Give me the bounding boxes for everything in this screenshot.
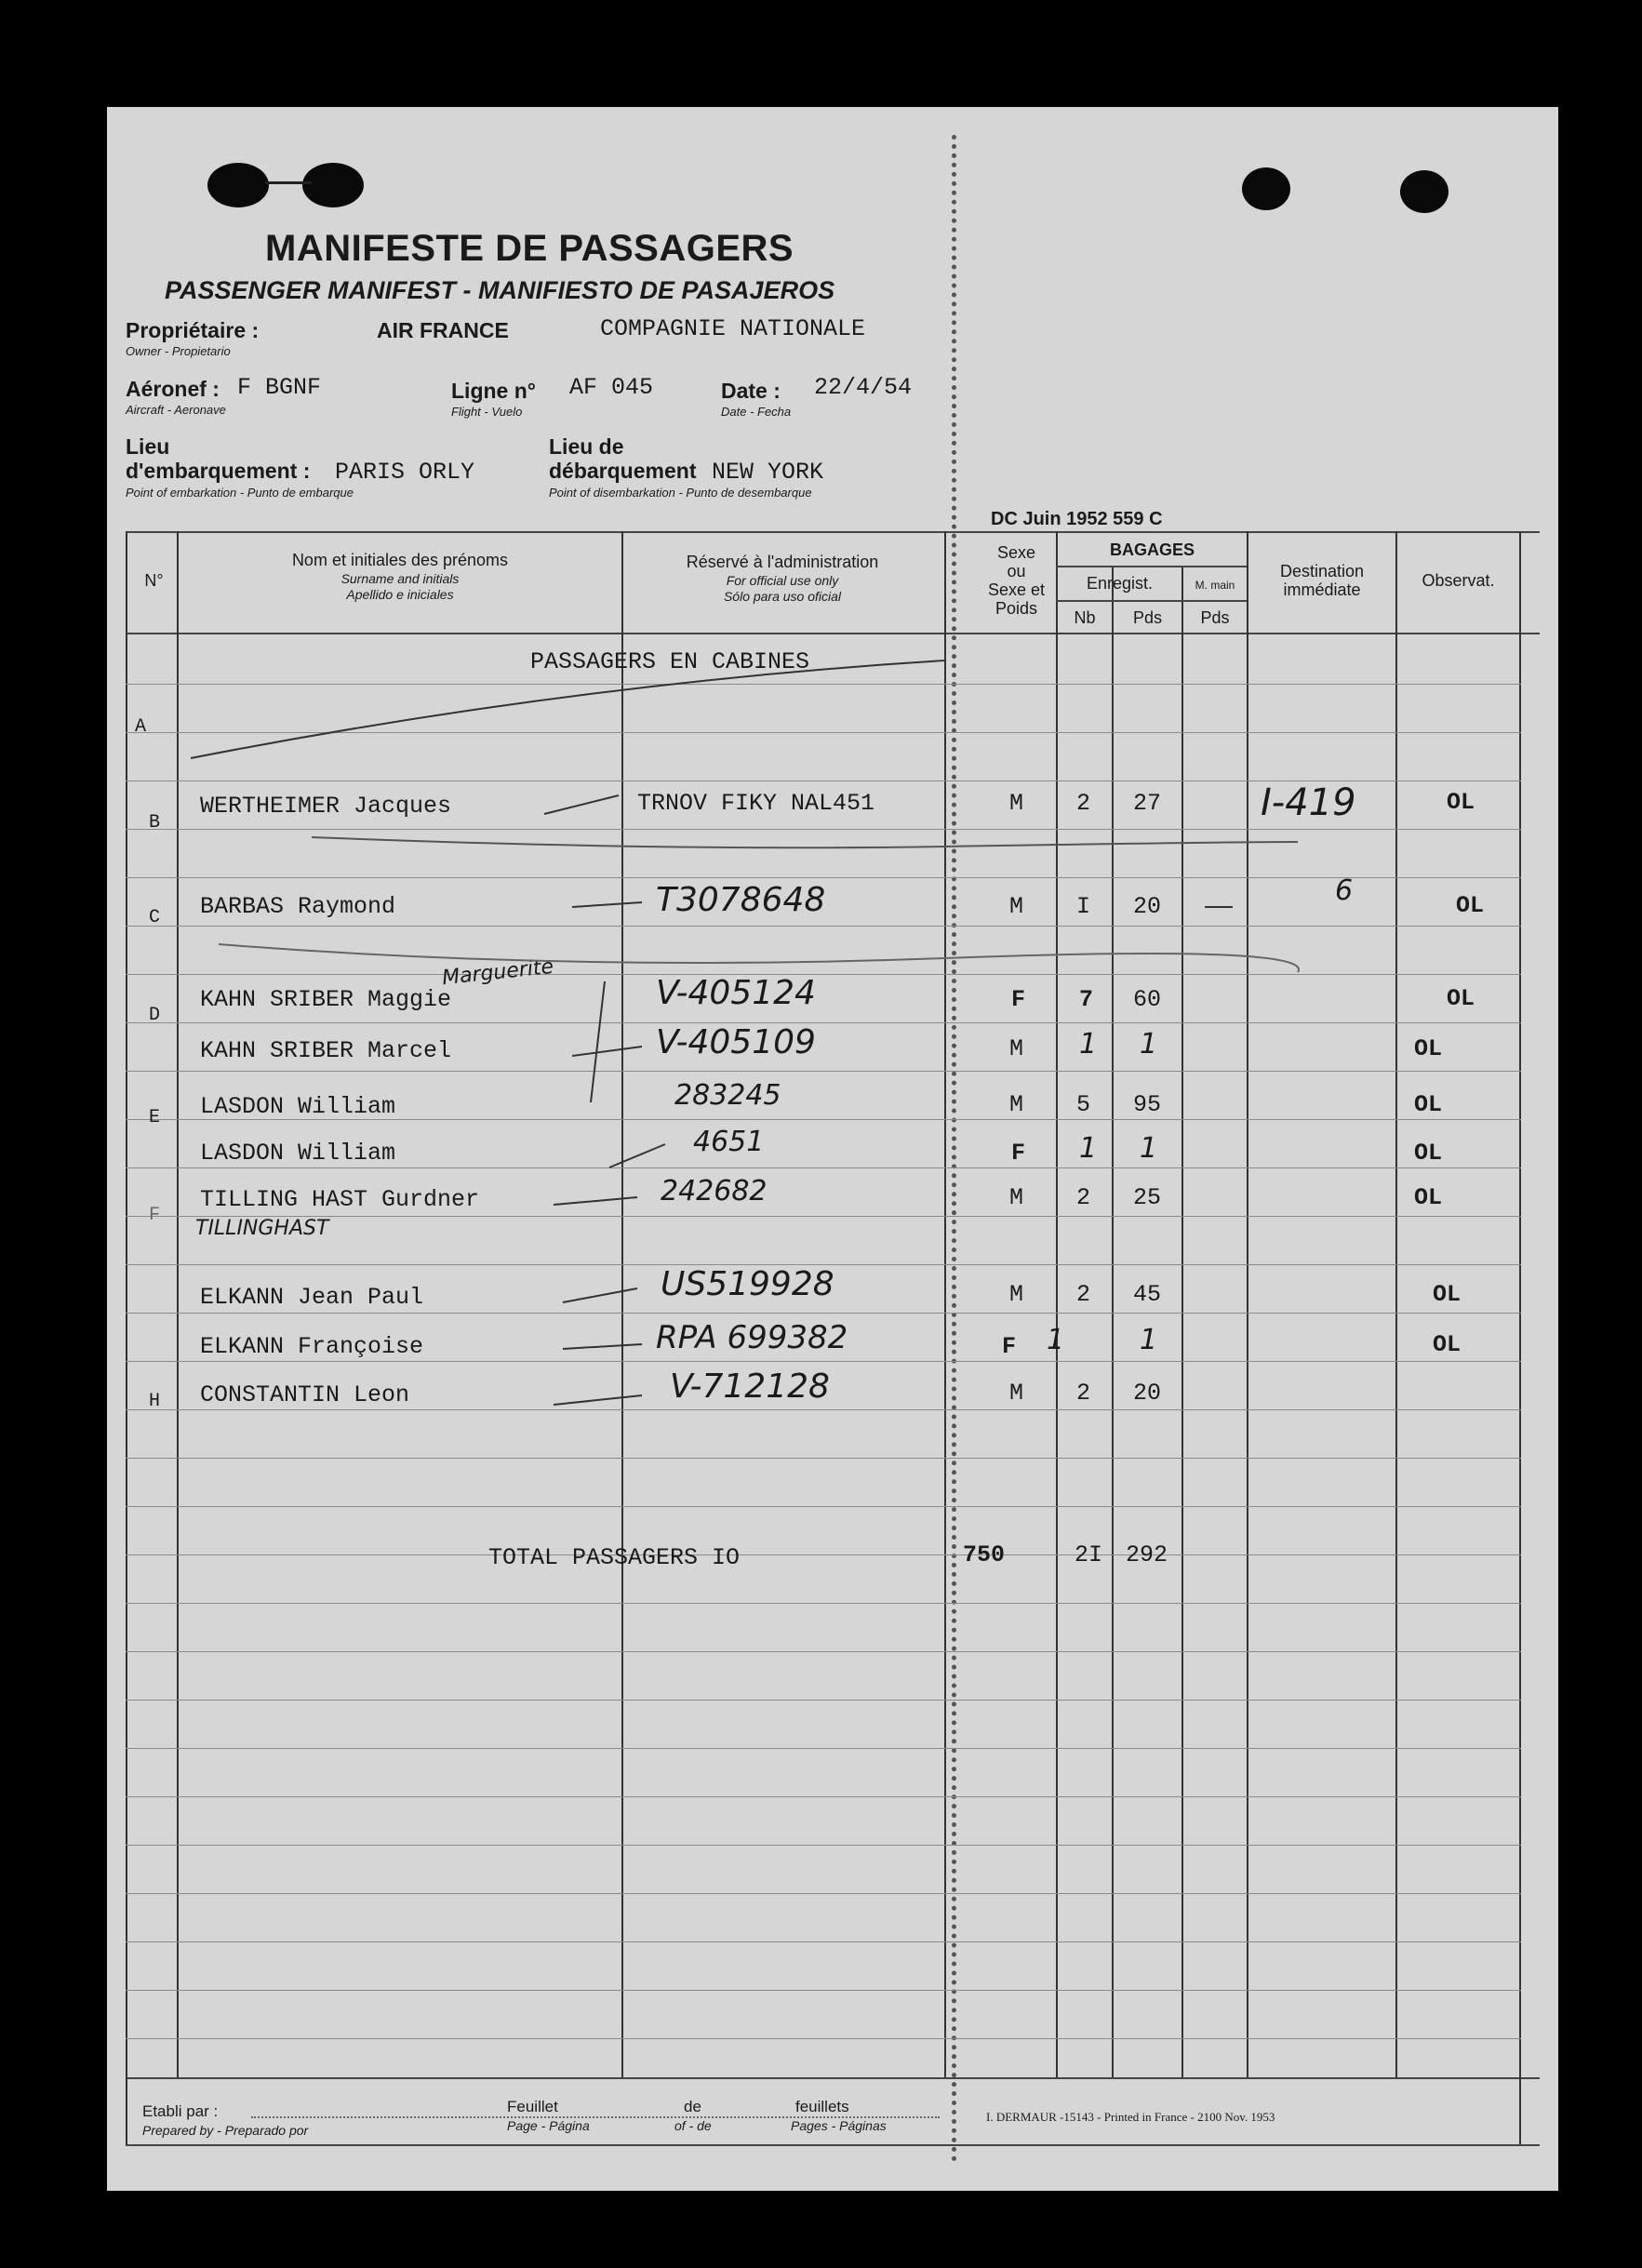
passenger-name: KAHN SRIBER Marcel <box>200 1037 452 1064</box>
header-pds-main: Pds <box>1200 608 1230 627</box>
passport-number: V-405124 <box>656 974 816 1012</box>
passenger-name: TILLING HAST Gurdner <box>200 1186 480 1213</box>
passport-number: 4651 <box>693 1126 765 1158</box>
section-title: PASSAGERS EN CABINES <box>530 648 810 675</box>
observation: OL <box>1447 985 1475 1012</box>
passport-number: V-712128 <box>670 1367 830 1406</box>
passenger-name: WERTHEIMER Jacques <box>200 793 452 820</box>
annotation-tillinghast: TILLINGHAST <box>195 1217 329 1240</box>
observation: OL <box>1447 789 1475 816</box>
observation: OL <box>1414 1091 1443 1118</box>
owner-value: AIR FRANCE <box>377 318 509 342</box>
row-letter: C <box>149 907 161 928</box>
header-sex-4: Poids <box>995 599 1038 618</box>
footer-printer: I. DERMAUR -15143 - Printed in France - 2100 Nov. 1953 <box>986 2110 1275 2124</box>
header-nb: Nb <box>1074 608 1096 627</box>
header-admin: Réservé à l'administration <box>686 553 879 571</box>
passport-number: 242682 <box>661 1175 768 1207</box>
baggage-count: 5 <box>1076 1091 1091 1118</box>
passenger-name: KAHN SRIBER Maggie <box>200 986 452 1013</box>
embark-label-2: d'embarquement : <box>126 459 311 483</box>
baggage-weight: 1 <box>1140 1028 1158 1061</box>
flight-value: AF 045 <box>569 374 654 401</box>
row-letter: A <box>135 716 147 738</box>
baggage-weight: 45 <box>1133 1281 1162 1308</box>
passport-number: RPA 699382 <box>656 1319 848 1356</box>
footer-de: de <box>684 2098 701 2115</box>
passport-number: US519928 <box>661 1265 834 1303</box>
baggage-count: 2 <box>1076 1184 1091 1211</box>
date-label: Date : <box>721 379 781 403</box>
passenger-name: ELKANN Françoise <box>200 1333 424 1360</box>
date-sub: Date - Fecha <box>721 405 792 419</box>
header-name-en: Surname and initials <box>340 571 460 586</box>
header-sex-3: Sexe et <box>987 580 1046 599</box>
passport-number: V-405109 <box>656 1023 816 1061</box>
passport-number: 283245 <box>674 1079 781 1112</box>
total-nb: 2I <box>1075 1541 1103 1568</box>
header-admin-es: Sólo para uso oficial <box>723 589 842 604</box>
passenger-name: CONSTANTIN Leon <box>200 1381 410 1408</box>
baggage-count: 7 <box>1079 986 1094 1013</box>
disembark-value: NEW YORK <box>712 459 824 486</box>
header-bagages: BAGAGES <box>1109 540 1195 559</box>
flight-label: Ligne n° <box>451 379 536 403</box>
form-title: MANIFESTE DE PASSAGERS <box>265 228 794 269</box>
baggage-weight: 20 <box>1133 1380 1162 1407</box>
footer-feuillet: Feuillet <box>507 2098 558 2115</box>
observation: OL <box>1414 1140 1443 1167</box>
footer-dots <box>251 2116 940 2118</box>
row-letter: B <box>149 812 161 834</box>
disembark-label-1: Lieu de <box>549 434 624 459</box>
owner-sub: Owner - Propietario <box>126 344 231 358</box>
passenger-sex: M <box>1009 1380 1024 1407</box>
baggage-count: 2 <box>1076 1380 1091 1407</box>
baggage-count: I <box>1076 893 1091 920</box>
destination: I-419 <box>1261 781 1356 824</box>
row-letter: F <box>149 1205 161 1226</box>
baggage-weight: 1 <box>1140 1132 1158 1165</box>
observation: OL <box>1414 1035 1443 1062</box>
header-obs: Observat. <box>1422 571 1495 590</box>
owner-label: Propriétaire : <box>126 318 260 342</box>
total-label: TOTAL PASSAGERS IO <box>488 1544 741 1571</box>
header-dest-2: immédiate <box>1283 580 1361 599</box>
footer-feuillet-sub: Page - Página <box>507 2118 590 2133</box>
header-no: N° <box>144 571 164 590</box>
footer-de-sub: of - de <box>674 2118 712 2133</box>
header-admin-en: For official use only <box>726 573 839 588</box>
baggage-count: 2 <box>1076 1281 1091 1308</box>
baggage-count: 2 <box>1076 790 1091 817</box>
manifest-page <box>107 107 1558 2191</box>
header-sex-2: ou <box>1007 562 1026 580</box>
observation: OL <box>1456 892 1485 919</box>
header-pds: Pds <box>1132 608 1163 627</box>
header-dest-1: Destination <box>1279 562 1365 580</box>
passenger-sex: F <box>1002 1333 1017 1360</box>
passenger-sex: F <box>1011 1140 1026 1167</box>
date-value: 22/4/54 <box>814 374 913 401</box>
baggage-weight: 60 <box>1133 986 1162 1013</box>
disembark-sub: Point of disembarkation - Punto de desembarque <box>549 486 812 500</box>
total-weight: 750 <box>963 1541 1006 1568</box>
passenger-sex: M <box>1009 1091 1024 1118</box>
header-main: M. main <box>1195 579 1235 592</box>
passenger-name: LASDON William <box>200 1140 396 1167</box>
baggage-weight: 95 <box>1133 1091 1162 1118</box>
embark-sub: Point of embarkation - Punto de embarque <box>126 486 354 500</box>
form-code: DC Juin 1952 559 C <box>991 509 1163 529</box>
passport-number: TRNOV FIKY NAL451 <box>637 790 875 817</box>
total-pds: 292 <box>1126 1541 1168 1568</box>
passenger-name: BARBAS Raymond <box>200 893 396 920</box>
footer-etabli-sub: Prepared by - Preparado por <box>142 2123 309 2138</box>
observation: OL <box>1433 1281 1462 1308</box>
passenger-sex: M <box>1009 790 1024 817</box>
baggage-weight: 25 <box>1133 1184 1162 1211</box>
owner-typed: COMPAGNIE NATIONALE <box>600 315 866 342</box>
disembark-label-2: débarquement <box>549 459 697 483</box>
baggage-count: 1 <box>1079 1132 1098 1165</box>
aircraft-sub: Aircraft - Aeronave <box>126 403 226 417</box>
header-sex-1: Sexe <box>996 543 1036 562</box>
passenger-sex: M <box>1009 1035 1024 1062</box>
passenger-name: ELKANN Jean Paul <box>200 1284 424 1311</box>
baggage-weight: 20 <box>1133 893 1162 920</box>
header-name-es: Apellido e iniciales <box>346 587 454 602</box>
passenger-name: LASDON William <box>200 1093 396 1120</box>
footer-feuillets: feuillets <box>795 2098 849 2115</box>
passport-number: T3078648 <box>656 881 826 919</box>
handwritten-strokes <box>107 107 1558 2191</box>
passenger-sex: M <box>1009 893 1024 920</box>
passenger-sex: F <box>1011 986 1026 1013</box>
row-letter: E <box>149 1107 161 1128</box>
destination: 6 <box>1335 874 1354 907</box>
footer-feuillets-sub: Pages - Páginas <box>791 2118 887 2133</box>
observation: OL <box>1433 1331 1462 1358</box>
embark-value: PARIS ORLY <box>335 459 475 486</box>
header-enregist: Enregist. <box>1086 574 1154 593</box>
form-subtitle: PASSENGER MANIFEST - MANIFIESTO DE PASAJEROS <box>165 276 835 304</box>
flight-sub: Flight - Vuelo <box>451 405 523 419</box>
observation: OL <box>1414 1184 1443 1211</box>
baggage-count: 1 <box>1047 1324 1065 1356</box>
embark-label-1: Lieu <box>126 434 170 459</box>
header-name: Nom et initiales des prénoms <box>291 551 509 569</box>
baggage-weight: 1 <box>1140 1324 1158 1356</box>
annotation-marguerite: Marguerite <box>441 954 555 991</box>
aircraft-label: Aéronef : <box>126 377 220 401</box>
row-letter: H <box>149 1391 161 1412</box>
baggage-weight: 27 <box>1133 790 1162 817</box>
row-letter: D <box>149 1005 161 1026</box>
aircraft-value: F BGNF <box>237 374 322 401</box>
passenger-sex: M <box>1009 1184 1024 1211</box>
footer-etabli: Etabli par : <box>142 2102 219 2120</box>
passenger-sex: M <box>1009 1281 1024 1308</box>
baggage-count: 1 <box>1079 1028 1098 1061</box>
